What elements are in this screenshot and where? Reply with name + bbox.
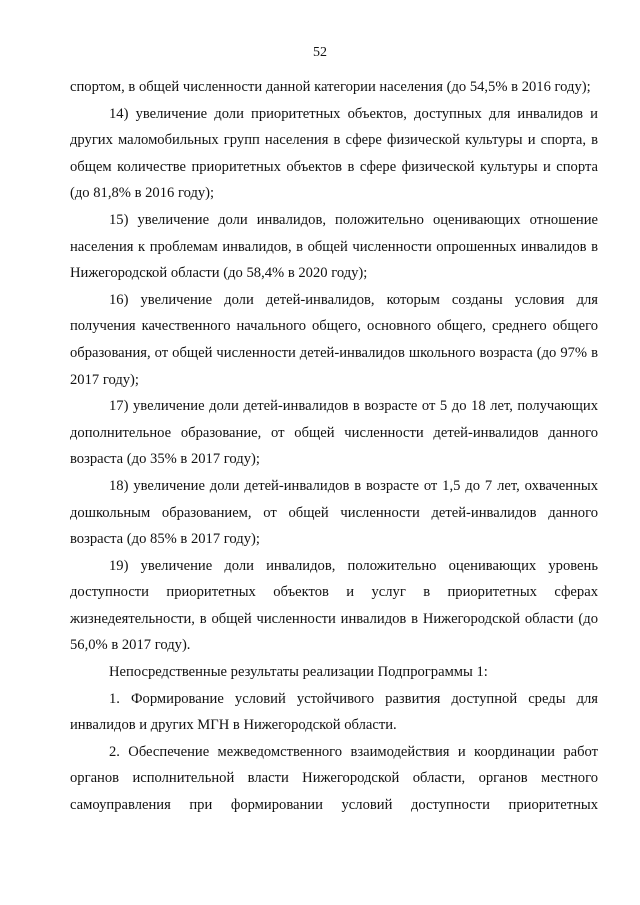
paragraph-item-19: 19) увеличение доли инвалидов, положительно оценивающих уровень доступности приоритетных объектов и услуг в приоритетных сферах жизнедеятельности, в общей численности инвалидов в Нижегородской области (до 56,0% в 2017 году). [70,557,598,654]
paragraph-continuation: спортом, в общей численности данной категории населения (до 54,5% в 2016 году); [70,79,591,95]
paragraph-item-18: 18) увеличение доли детей-инвалидов в возрасте от 1,5 до 7 лет, охваченных дошкольным образованием, от общей численности детей-инвалидов данного возраста (до 85% в 2017 году); [70,477,598,548]
paragraph-item-16: 16) увеличение доли детей-инвалидов, которым созданы условия для получения качественного начального общего, основного общего, среднего общего образования, от общей численности детей-инвалидов школьного возраста (до 97% в 2017 году); [70,291,598,388]
paragraph-result-2: 2. Обеспечение межведомственного взаимодействия и координации работ органов исполнительной власти Нижегородской области, органов местного самоуправления при формировании условий доступности приоритетных [70,743,598,814]
document-body [70,74,598,819]
paragraph-results-heading: Непосредственные результаты реализации Подпрограммы 1: [109,664,488,681]
paragraph-item-17: 17) увеличение доли детей-инвалидов в возрасте от 5 до 18 лет, получающих дополнительное образование, от общей численности детей-инвалидов данного возраста (до 35% в 2017 году); [70,398,598,468]
paragraph-item-15: 15) увеличение доли инвалидов, положительно оценивающих отношение населения к проблемам инвалидов, в общей численности опрошенных инвалидов в Нижегородской области (до 58,4% в 2020 году); [70,211,598,282]
paragraph-item-14: 14) увеличение доли приоритетных объектов, доступных для инвалидов и других маломобильных групп населения в сфере физической культуры и спорта, в общем количестве приоритетных объектов в сфере физической культуры и спорта (до 81,8% в 2016 году); [70,105,598,202]
paragraph-result-1: 1. Формирование условий устойчивого развития доступной среды для инвалидов и других МГН в Нижегородской области. [70,690,598,734]
page-number: 52 [313,45,327,60]
